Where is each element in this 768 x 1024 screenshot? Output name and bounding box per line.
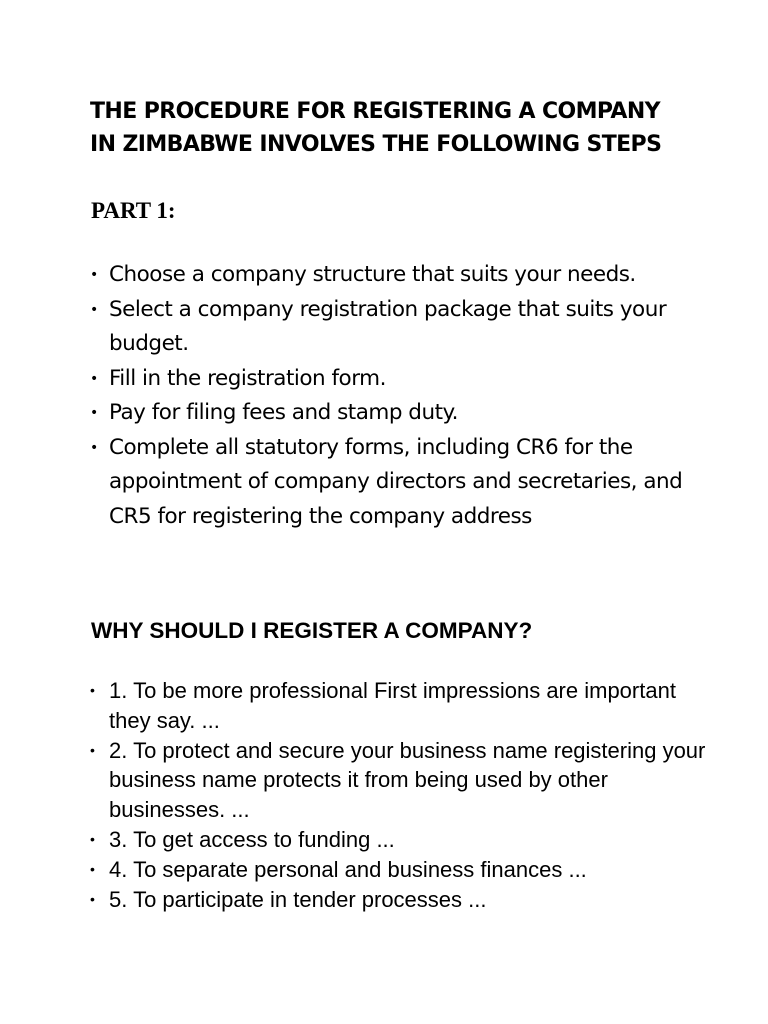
registration-steps-list xyxy=(90,258,700,534)
list-item xyxy=(90,736,710,825)
bullet-icon: • xyxy=(90,267,98,283)
bullet-icon: • xyxy=(90,741,95,758)
bullet-icon: • xyxy=(90,370,98,387)
list-item xyxy=(90,825,710,855)
list-item-text: Choose a company structure that suits your needs. xyxy=(109,262,636,287)
list-item xyxy=(90,855,710,885)
list-item xyxy=(90,362,700,397)
list-item xyxy=(90,885,710,915)
list-item-text: 2. To protect and secure your business name registering your business name protects it from being used by other businesses. ... xyxy=(109,737,706,823)
list-item-text: Complete all statutory forms, including CR6 for the appointment of company directors and secretaries, and CR5 for registering the company address xyxy=(109,434,683,529)
bullet-icon: • xyxy=(90,439,98,456)
document-title-line-2: IN ZIMBABWE INVOLVES THE FOLLOWING STEPS xyxy=(90,132,662,157)
document-title-line-1: THE PROCEDURE FOR REGISTERING A COMPANY xyxy=(90,99,660,124)
list-item-text: Pay for filing fees and stamp duty. xyxy=(109,400,458,425)
bullet-icon: • xyxy=(90,860,95,877)
list-item-text: Fill in the registration form. xyxy=(109,365,386,391)
list-item-text: 3. To get access to funding ... xyxy=(109,826,395,852)
list-item-text: Select a company registration package that suits your budget. xyxy=(109,296,667,356)
list-item xyxy=(90,676,710,736)
document-title xyxy=(90,95,730,161)
list-item-text: 4. To separate personal and business finances ... xyxy=(109,856,587,882)
list-item xyxy=(90,258,700,293)
list-item xyxy=(90,293,700,362)
bullet-icon: • xyxy=(90,830,95,847)
bullet-icon: • xyxy=(90,405,98,421)
why-heading: WHY SHOULD I REGISTER A COMPANY? xyxy=(91,618,533,643)
list-item xyxy=(90,431,700,535)
bullet-icon: • xyxy=(90,682,95,698)
reasons-list xyxy=(90,676,710,914)
bullet-icon: • xyxy=(90,301,98,318)
list-item xyxy=(90,396,700,431)
bullet-icon: • xyxy=(90,890,95,907)
list-item-text: 5. To participate in tender processes ... xyxy=(109,886,487,912)
part-heading: PART 1: xyxy=(91,198,176,223)
list-item-text: 1. To be more professional First impressions are important they say. ... xyxy=(109,678,676,733)
